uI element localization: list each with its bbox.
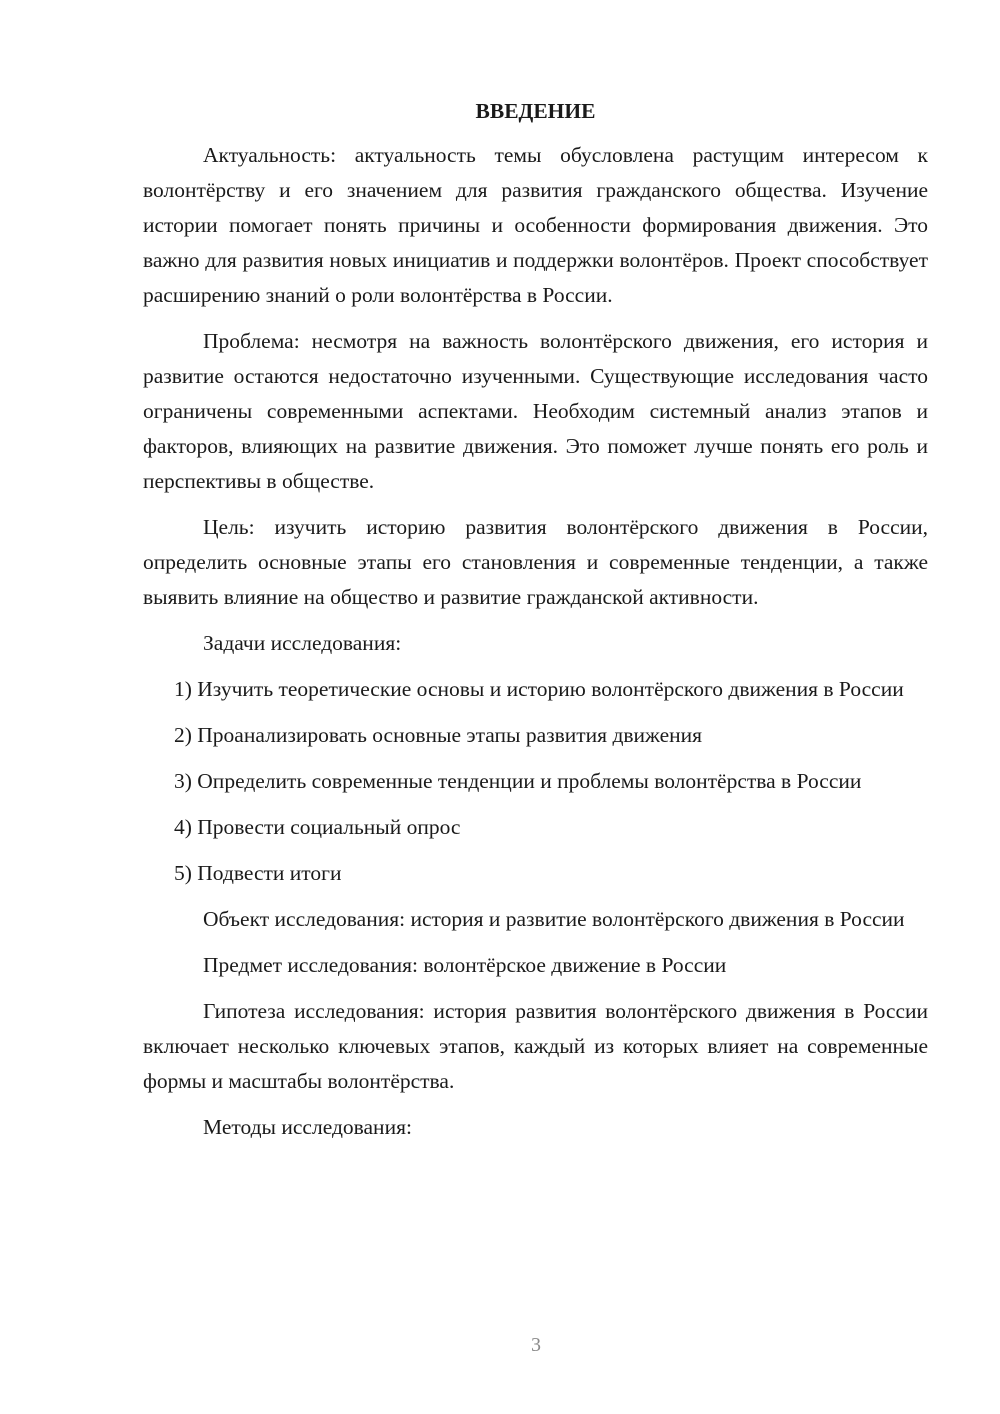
paragraph-relevance: Актуальность: актуальность темы обусловлена растущим интересом к волонтёрству и его значением для развития гражданского общества. Изучение истории помогает понять причины и особенности формирования движения. Это важно для развития новых инициатив и поддержки волонтёров. Проект способствует расширению знаний о роли волонтёрства в России. bbox=[143, 143, 928, 307]
page-number: 3 bbox=[531, 1334, 541, 1356]
paragraph-object: Объект исследования: история и развитие волонтёрского движения в России bbox=[203, 907, 905, 931]
task-item-5: 5) Подвести итоги bbox=[174, 861, 342, 885]
tasks-heading: Задачи исследования: bbox=[203, 631, 402, 655]
page-content bbox=[143, 96, 928, 1156]
task-item-1: 1) Изучить теоретические основы и историю волонтёрского движения в России bbox=[174, 677, 904, 701]
paragraph-problem: Проблема: несмотря на важность волонтёрского движения, его история и развитие остаются недостаточно изученными. Существующие исследования часто ограничены современными аспектами. Необходим системный анализ этапов и факторов, влияющих на развитие движения. Это поможет лучше понять его роль и перспективы в обществе. bbox=[143, 329, 928, 493]
section-title: ВВЕДЕНИЕ bbox=[475, 99, 596, 123]
paragraph-hypothesis: Гипотеза исследования: история развития волонтёрского движения в России включает несколько ключевых этапов, каждый из которых влияет на современные формы и масштабы волонтёрства. bbox=[143, 999, 928, 1093]
task-item-3: 3) Определить современные тенденции и проблемы волонтёрства в России bbox=[174, 769, 862, 793]
paragraph-goal: Цель: изучить историю развития волонтёрского движения в России, определить основные этапы его становления и современные тенденции, а также выявить влияние на общество и развитие гражданской активности. bbox=[143, 515, 928, 609]
paragraph-methods: Методы исследования: bbox=[203, 1115, 412, 1139]
paragraph-subject: Предмет исследования: волонтёрское движение в России bbox=[203, 953, 727, 977]
task-item-2: 2) Проанализировать основные этапы развития движения bbox=[174, 723, 703, 747]
task-item-4: 4) Провести социальный опрос bbox=[174, 815, 461, 839]
